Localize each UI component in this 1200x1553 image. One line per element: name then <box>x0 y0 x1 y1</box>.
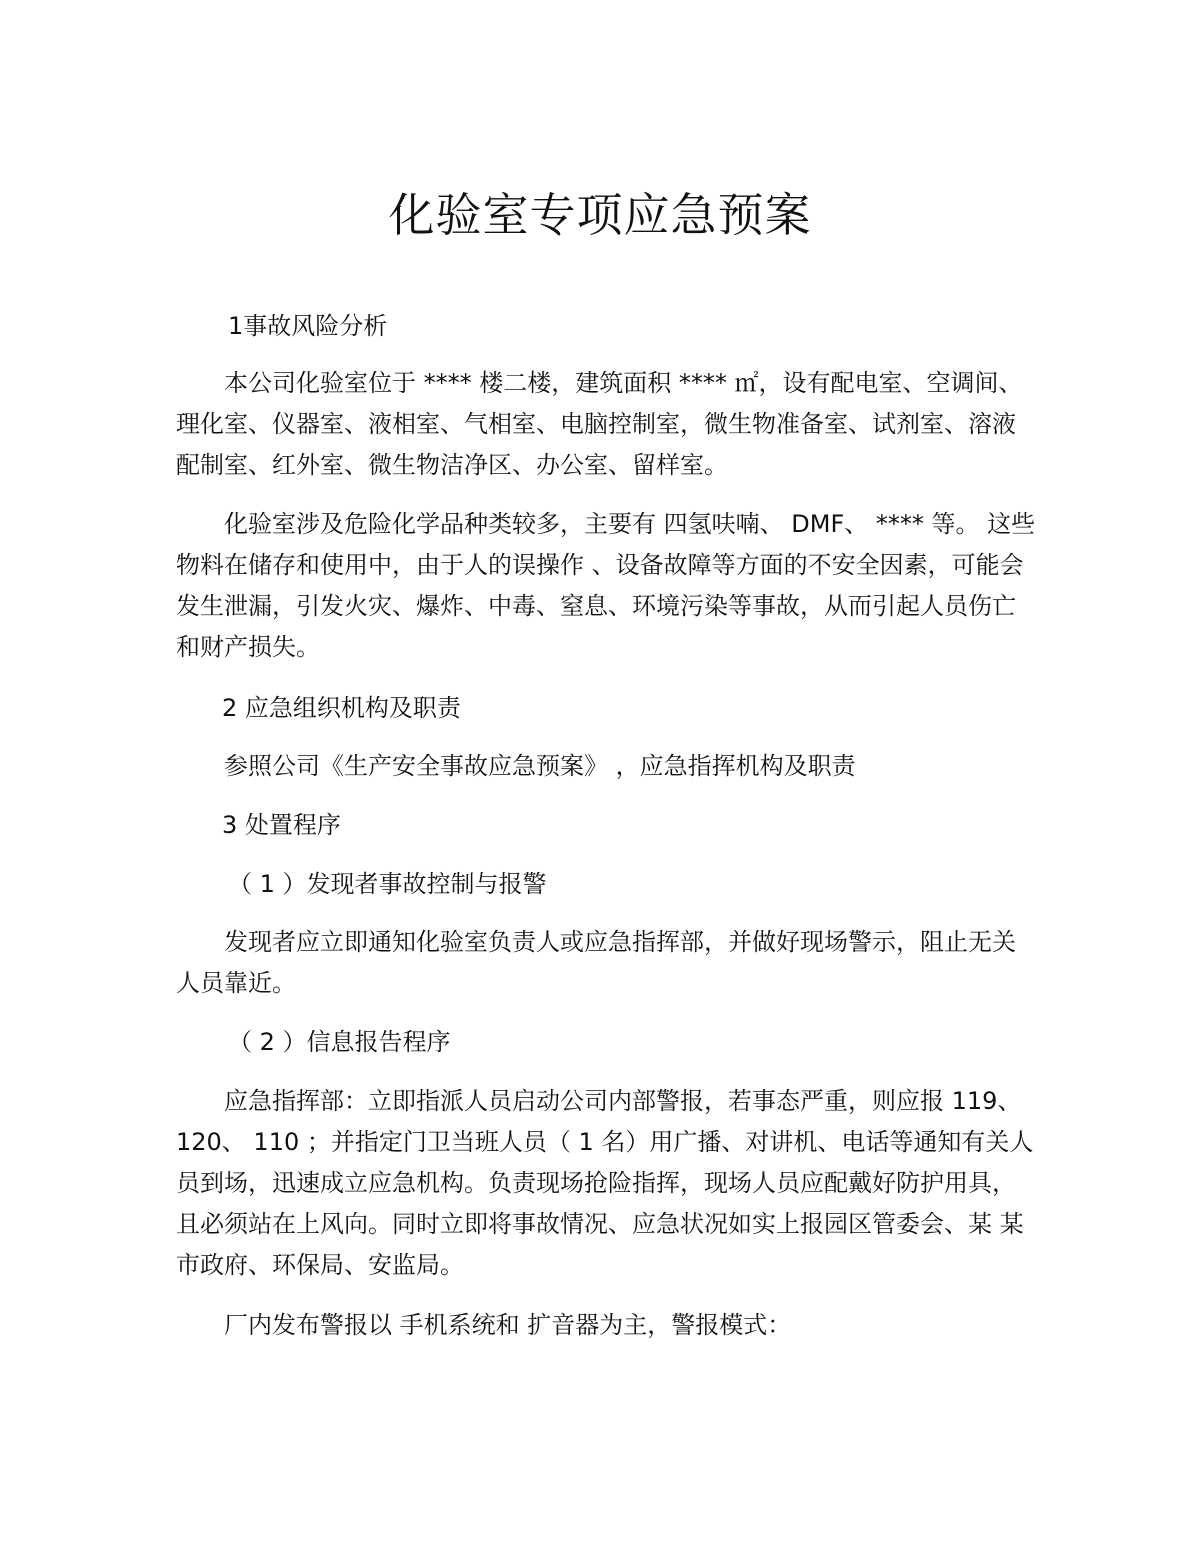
section-1-paragraph-1: 本公司化验室位于 **** 楼二楼，建筑面积 **** ㎡，设有配电室、空调间、理化室、仪器室、液相室、气相室、电脑控制室，微生物准备室、试剂室、溶液配制室、红外室、微生物洁净区、办公室、留样室。 <box>176 369 1023 479</box>
section-3-1-paragraph-1: 发现者应立即通知化验室负责人或应急指挥部，并做好现场警示，阻止无关人员靠近。 <box>176 928 1016 997</box>
section-2-paragraph-1: 参照公司《生产安全事故应急预案》 ，应急指挥机构及职责 <box>224 752 856 780</box>
section-2-heading: 2 应急组织机构及职责 <box>222 694 461 722</box>
section-3-2-paragraph-1: 应急指挥部：立即指派人员启动公司内部警报，若事态严重，则应报 119、 120、 110 ；并指定门卫当班人员（ 1 名）用广播、对讲机、电话等通知有关人员到场，迅速成立应急机构。负责现场抢险指挥，现场人员应配戴好防护用具，且必须站在上风向。同时立即将事故情况、应急状况如实上报园区管委会、某 某市政府、环保局、安监局。 <box>176 1087 1034 1279</box>
section-1-paragraph-2: 化验室涉及危险化学品种类较多，主要有 四氢呋喃、 DMF、 **** 等。 这些物料在储存和使用中，由于人的误操作 、设备故障等方面的不安全因素，可能会发生泄漏，引发火灾、爆炸、中毒、窒息、环境污染等事故，从而引起人员伤亡和财产损失。 <box>176 510 1036 661</box>
section-1-heading: 1事故风险分析 <box>228 312 388 340</box>
section-3-2-paragraph-2: 厂内发布警报以 手机系统和 扩音器为主，警报模式： <box>224 1311 792 1339</box>
document-title: 化验室专项应急预案 <box>388 188 812 242</box>
section-3-1-heading: （ 1 ）发现者事故控制与报警 <box>228 870 547 898</box>
section-3-heading: 3 处置程序 <box>222 811 341 839</box>
section-3-2-heading: （ 2 ）信息报告程序 <box>228 1028 451 1056</box>
